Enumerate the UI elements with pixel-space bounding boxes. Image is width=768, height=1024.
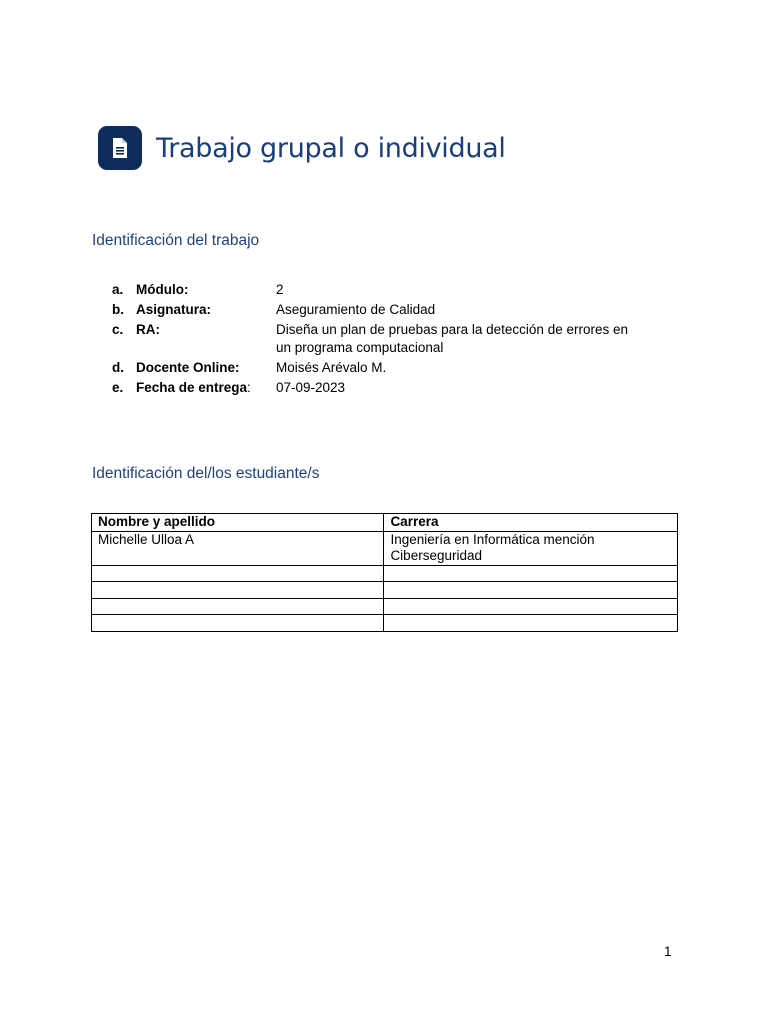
item-label-wrapper xyxy=(136,379,276,397)
table-row-empty xyxy=(92,598,678,615)
list-item xyxy=(112,321,672,357)
item-value: Moisés Arévalo M. xyxy=(276,360,387,375)
list-item xyxy=(112,301,672,319)
cell-carrera: Ingeniería en Informática mención Ciberseguridad xyxy=(384,531,678,565)
list-item xyxy=(112,379,672,397)
section-heading-estudiantes: Identificación del/los estudiante/s xyxy=(92,465,320,482)
cell-nombre: Michelle Ulloa A xyxy=(92,531,384,565)
empty-cell xyxy=(92,615,384,632)
item-letter: b. xyxy=(112,302,124,317)
page-number: 1 xyxy=(664,944,672,959)
item-letter: e. xyxy=(112,380,124,395)
list-item xyxy=(112,281,672,299)
table-header-row xyxy=(92,514,678,532)
item-label: Docente Online: xyxy=(136,360,240,375)
table-row-empty xyxy=(92,615,678,632)
empty-cell xyxy=(384,598,678,615)
empty-cell xyxy=(384,565,678,582)
title-row xyxy=(98,126,506,170)
item-label: Fecha de entrega xyxy=(136,380,248,395)
empty-cell xyxy=(92,565,384,582)
list-item xyxy=(112,359,672,377)
item-value: 2 xyxy=(276,282,284,297)
empty-cell xyxy=(92,598,384,615)
table-row-empty xyxy=(92,582,678,599)
empty-cell xyxy=(384,582,678,599)
column-header-carrera: Carrera xyxy=(384,514,678,532)
empty-cell xyxy=(92,582,384,599)
item-value: Diseña un plan de pruebas para la detección de errores en un programa computacional xyxy=(276,322,628,355)
item-label: Módulo: xyxy=(136,282,189,297)
item-label: RA: xyxy=(136,322,160,337)
table-row xyxy=(92,531,678,565)
empty-cell xyxy=(384,615,678,632)
table-row-empty xyxy=(92,565,678,582)
item-letter: c. xyxy=(112,322,124,337)
work-info-list xyxy=(112,281,672,399)
item-letter: d. xyxy=(112,360,124,375)
section-heading-trabajo: Identificación del trabajo xyxy=(92,232,260,249)
document-icon xyxy=(98,126,142,170)
item-value: Aseguramiento de Calidad xyxy=(276,302,436,317)
item-letter: a. xyxy=(112,282,124,297)
students-table xyxy=(91,513,678,632)
item-value: 07-09-2023 xyxy=(276,380,346,395)
item-label: Asignatura: xyxy=(136,302,212,317)
item-label-colon: : xyxy=(247,380,251,395)
column-header-nombre: Nombre y apellido xyxy=(92,514,384,532)
page-title: Trabajo grupal o individual xyxy=(156,132,506,164)
